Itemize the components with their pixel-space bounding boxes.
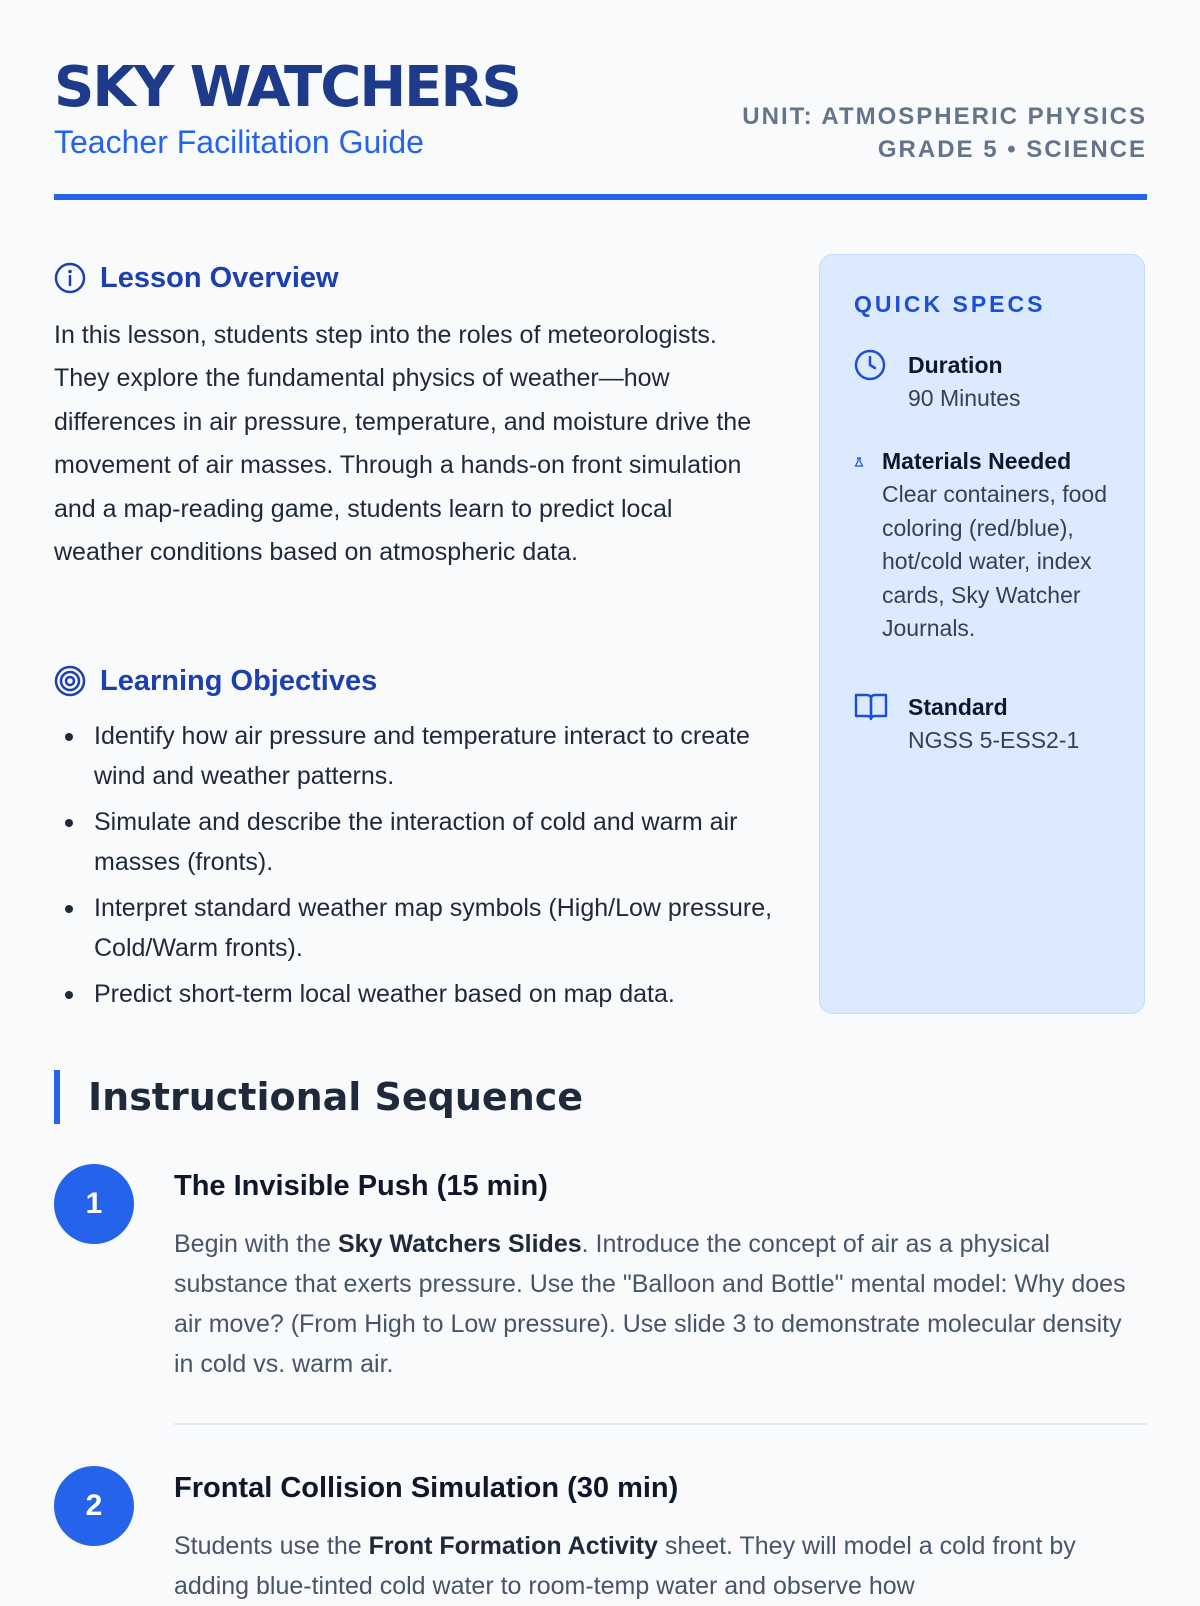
unit-label: UNIT: ATMOSPHERIC PHYSICS [742,103,1147,130]
step-desc-text: Begin with the [174,1230,338,1258]
step-desc-text: . Introduce the concept of air as a physical substance that exerts pressure. Use the "Balloon and Bottle" mental model: Why does air move? (From High to Low pressure). Use slide 3 to demonstrate molecular density in cold vs. warm air. [174,1230,1126,1378]
spec-standard [854,691,1124,758]
teacher-guide-page [54,0,1147,1600]
step-desc-text: sheet. They will model a cold front by adding blue-tinted cold water to room-temp water and observe how [174,1532,1076,1600]
sequence-step [54,1466,1147,1600]
step-desc-material: Front Formation Activity [368,1532,658,1560]
step-number-badge: 1 [54,1164,134,1244]
spec-duration-label: Duration [908,352,1003,378]
clock-icon [854,349,886,381]
page-subtitle: Teacher Facilitation Guide [54,124,424,160]
quick-specs-panel [819,254,1145,1014]
target-icon [54,665,86,697]
objective-item: Simulate and describe the interaction of cold and warm air masses (fronts). [54,802,774,882]
page-title: SKY WATCHERS [54,55,520,120]
spec-standard-value: NGSS 5-ESS2-1 [908,727,1080,753]
step-title: The Invisible Push (15 min) [174,1170,548,1202]
unit-info [742,100,1147,166]
spec-materials-value: Clear containers, food coloring (red/blue), hot/cold water, index cards, Sky Watcher Journals. [882,481,1108,641]
page-header [54,56,1147,202]
flask-icon [854,457,864,467]
objective-item: Interpret standard weather map symbols (High/Low pressure, Cold/Warm fronts). [54,888,774,968]
spec-duration [854,349,1124,416]
info-icon [54,262,86,294]
spec-materials [854,445,1124,646]
sequence-step [54,1164,1147,1424]
objective-item: Identify how air pressure and temperature interact to create wind and weather patterns. [54,716,774,796]
grade-label: GRADE 5 • SCIENCE [877,136,1147,163]
sequence-heading: Instructional Sequence [54,1070,754,1124]
step-title: Frontal Collision Simulation (30 min) [174,1472,679,1504]
step-desc-text: Students use the [174,1532,369,1560]
spec-duration-value: 90 Minutes [908,385,1021,411]
spec-standard-label: Standard [908,694,1008,720]
step-description [174,1526,1147,1606]
overview-text: In this lesson, students step into the roles of meteorologists. They explore the fundamental physics of weather—how differences in air pressure, temperature, and moisture drive the movement of air masses. Through a hands-on front simulation and a map-reading game, students learn to predict local weather conditions based on atmospheric data. [54,321,752,567]
spec-materials-label: Materials Needed [882,448,1072,474]
step-divider [174,1423,1147,1425]
quick-specs-title: QUICK SPECS [854,291,1046,317]
book-icon [854,691,888,721]
header-divider [54,194,1147,200]
step-number-badge: 2 [54,1466,134,1546]
objectives-heading-text: Learning Objectives [100,665,378,697]
objective-item: Predict short-term local weather based on map data. [54,974,774,1014]
step-desc-material: Sky Watchers Slides [338,1230,582,1258]
overview-heading-text: Lesson Overview [100,262,339,294]
step-description [174,1224,1147,1384]
objectives-list [54,716,774,1020]
